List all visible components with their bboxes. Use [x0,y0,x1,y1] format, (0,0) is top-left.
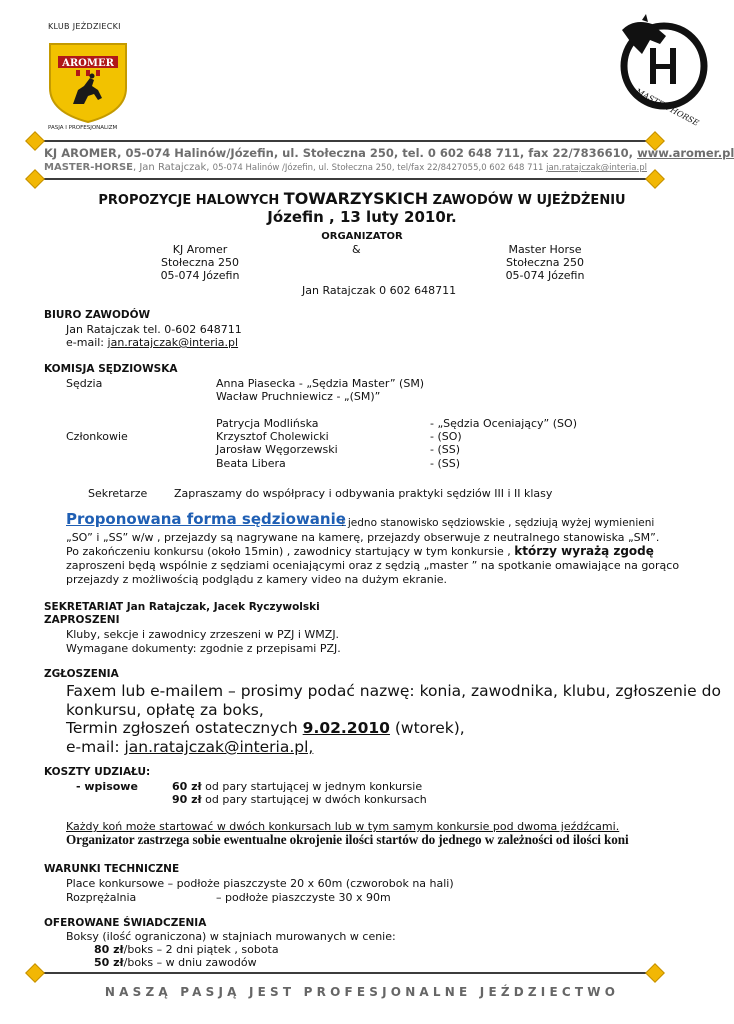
price-2-amount: 50 zł [94,956,124,969]
warunki-line1: Place konkursowe – podłoże piaszczyste 20 x 60m (czworobok na hali) [66,877,454,890]
price-2-desc: /boks – w dniu zawodów [123,956,257,969]
masterhorse-address: 05-074 Halinów /Józefin, ul. Stołeczna 250, tel/fax 22/8427055,0 602 648 711 [212,163,547,173]
footer-diamond-left [25,963,45,983]
sekretarze-label: Sekretarze [88,487,148,500]
zgloszenia-deadline-day: (wtorek), [389,719,465,737]
header-rule-top [34,140,654,142]
aromer-website-link[interactable]: www.aromer.pl [637,146,734,160]
sedzia-label: Sędzia [66,377,103,390]
forma-heading-link[interactable]: Proponowana forma sędziowanie [66,510,346,528]
organizer-note: Organizator zastrzega sobie ewentualne okrojenie ilości startów do jednego w zależności od ilości koni [66,832,629,847]
footer-diamond-right [645,963,665,983]
rule-diamond-left-2 [25,169,45,189]
title-part3: ZAWODÓW W UJEŻDŻENIU [428,193,626,208]
price-1-desc: /boks – 2 dni piątek , sobota [123,943,279,956]
zgloszenia-heading: ZGŁOSZENIA [44,668,119,680]
masterhorse-email-link[interactable]: jan.ratajczak@interia.pl [546,163,647,173]
koszty-note: Każdy koń może startować w dwóch konkursach lub w tym samym konkursie pod dwoma jeźdźcami. [66,820,620,833]
forma-line5: przejazdy z możliwością podglądu z kamery video na dużym ekranie. [66,573,448,586]
forma-line3-bold: którzy wyrażą zgodę [514,544,654,558]
fee-2-amount: 90 zł [172,793,202,806]
fee-row-1 [172,780,422,793]
club-label: KLUB JEŹDZIECKI [48,22,121,31]
masterhorse-owner: , Jan Ratajczak, [133,162,213,173]
partner-logo-text: MASTER HORSE [634,86,701,128]
zgloszenia-line1: Faxem lub e-mailem – prosimy podać nazwę: konia, zawodnika, klubu, zgłoszenie do [66,682,721,700]
organizer-right-2: Stołeczna 250 [506,256,584,269]
biuro-email-link[interactable]: jan.ratajczak@interia.pl [107,336,239,349]
forma-line3-text: Po zakończeniu konkursu (około 15min) , zawodnicy startujący w tym konkursie , [66,545,515,558]
member-name-4: Beata Libera [216,457,286,470]
organizer-left-3: 05-074 Józefin [160,269,240,282]
warunki-line2-label: Rozprężalnia [66,891,137,904]
sekretariat-heading: SEKRETARIAT Jan Ratajczak, Jacek Ryczywolski [44,601,320,613]
member-role-1: - „Sędzia Oceniający” (SO) [430,417,577,430]
member-name-2: Krzysztof Cholewicki [216,430,329,443]
biuro-phone: Jan Ratajczak tel. 0-602 648711 [66,323,242,336]
header-contact-aromer-text: KJ AROMER, 05-074 Halinów/Józefin, ul. Stołeczna 250, tel. 0 602 648 711, fax 22/7836610, [44,146,638,160]
price-1-amount: 80 zł [94,943,124,956]
forma-line2: „SO” i „SS” w/w , przejazdy są nagrywane na kamerę, przejazdy obserwuje z neutralnego stanowiska „SM”. [66,531,660,544]
zgloszenia-email-label: e-mail: [66,738,125,756]
footer-rule [34,972,654,974]
page-title [0,189,724,208]
member-role-3: - (SS) [430,443,461,456]
master-horse-logo [612,14,712,128]
czlonkowie-label: Członkowie [66,430,128,443]
header-contact-masterhorse [44,161,647,175]
sekretarze-text: Zapraszamy do współpracy i odbywania praktyki sędziów III i II klasy [174,487,553,500]
page-subtitle: Józefin , 13 luty 2010r. [267,208,457,226]
zgloszenia-email-link[interactable]: jan.ratajczak@interia.pl, [124,738,314,756]
zaproszeni-line2: Wymagane dokumenty: zgodnie z przepisami PZJ. [66,642,341,655]
fee-1-amount: 60 zł [172,780,202,793]
fee-1-desc: od pary startującej w jednym konkursie [201,780,423,793]
club-name-text: AROMER [62,58,114,69]
komisja-heading: KOMISJA SĘDZIOWSKA [44,363,178,375]
fee-2-desc: od pary startującej w dwóch konkursach [201,793,427,806]
forma-line3 [66,545,654,558]
swiadczenia-price1-row [94,943,279,956]
title-part1: PROPOZYCJE HALOWYCH [98,193,284,208]
swiadczenia-price2-row [94,956,257,969]
forma-line4: zaproszeni będą wspólnie z sędziami oceniającymi oraz z sędzią „master ” na spotkanie omawiające na gorąco [66,559,680,572]
rule-diamond-right-2 [645,169,665,189]
organizer-left-1: KJ Aromer [172,243,228,256]
biuro-email-row [66,336,238,349]
aromer-shield-logo [48,42,128,124]
footer-motto: NASZĄ PASJĄ JEST PROFESJONALNE JEŹDZIECTWO [104,985,620,999]
organizer-left-2: Stołeczna 250 [161,256,239,269]
wpisowe-label: - wpisowe [76,780,138,793]
warunki-heading: WARUNKI TECHNICZNE [44,863,180,875]
warunki-line2-text: – podłoże piaszczyste 30 x 90m [216,891,391,904]
member-name-1: Patrycja Modlińska [216,417,319,430]
zaproszeni-line1: Kluby, sekcje i zawodnicy zrzeszeni w PZJ i WMZJ. [66,628,340,641]
organizer-contact: Jan Ratajczak 0 602 648711 [302,284,457,297]
header-contact-aromer [44,147,734,160]
title-part2: TOWARZYSKICH [283,189,429,208]
fee-row-2 [172,793,427,806]
zgloszenia-line2: konkursu, opłatę za boks, [66,701,264,719]
member-name-3: Jarosław Węgorzewski [216,443,338,456]
member-role-4: - (SS) [430,457,461,470]
swiadczenia-heading: OFEROWANE ŚWIADCZENIA [44,917,207,929]
club-motto: PASJA I PROFESJONALIZM [48,125,118,131]
biuro-heading: BIURO ZAWODÓW [44,309,151,321]
sedzia-2: Wacław Pruchniewicz - „(SM)” [216,390,381,403]
zgloszenia-line4 [66,737,313,757]
member-role-2: - (SO) [430,430,462,443]
biuro-email-label: e-mail: [66,336,108,349]
zgloszenia-deadline-label: Termin zgłoszeń ostatecznych [66,719,303,737]
masterhorse-name: MASTER-HORSE [44,162,133,173]
forma-line1: : jedno stanowisko sędziowskie , sędziują wyżej wymienieni [341,517,655,529]
zgloszenia-line3 [66,718,465,738]
organizer-right-1: Master Horse [508,243,582,256]
header-rule-bottom [34,178,654,180]
organizer-heading: ORGANIZATOR [321,231,403,242]
rule-diamond-left [25,131,45,151]
swiadczenia-line1: Boksy (ilość ograniczona) w stajniach murowanych w cenie: [66,930,396,943]
organizer-right-3: 05-074 Józefin [505,269,585,282]
koszty-heading: KOSZTY UDZIAŁU: [44,766,151,778]
sedzia-1: Anna Piasecka - „Sędzia Master” (SM) [216,377,425,390]
zaproszeni-heading: ZAPROSZENI [44,614,120,626]
zgloszenia-deadline-date: 9.02.2010 [302,719,390,737]
organizer-ampersand: & [352,243,361,256]
